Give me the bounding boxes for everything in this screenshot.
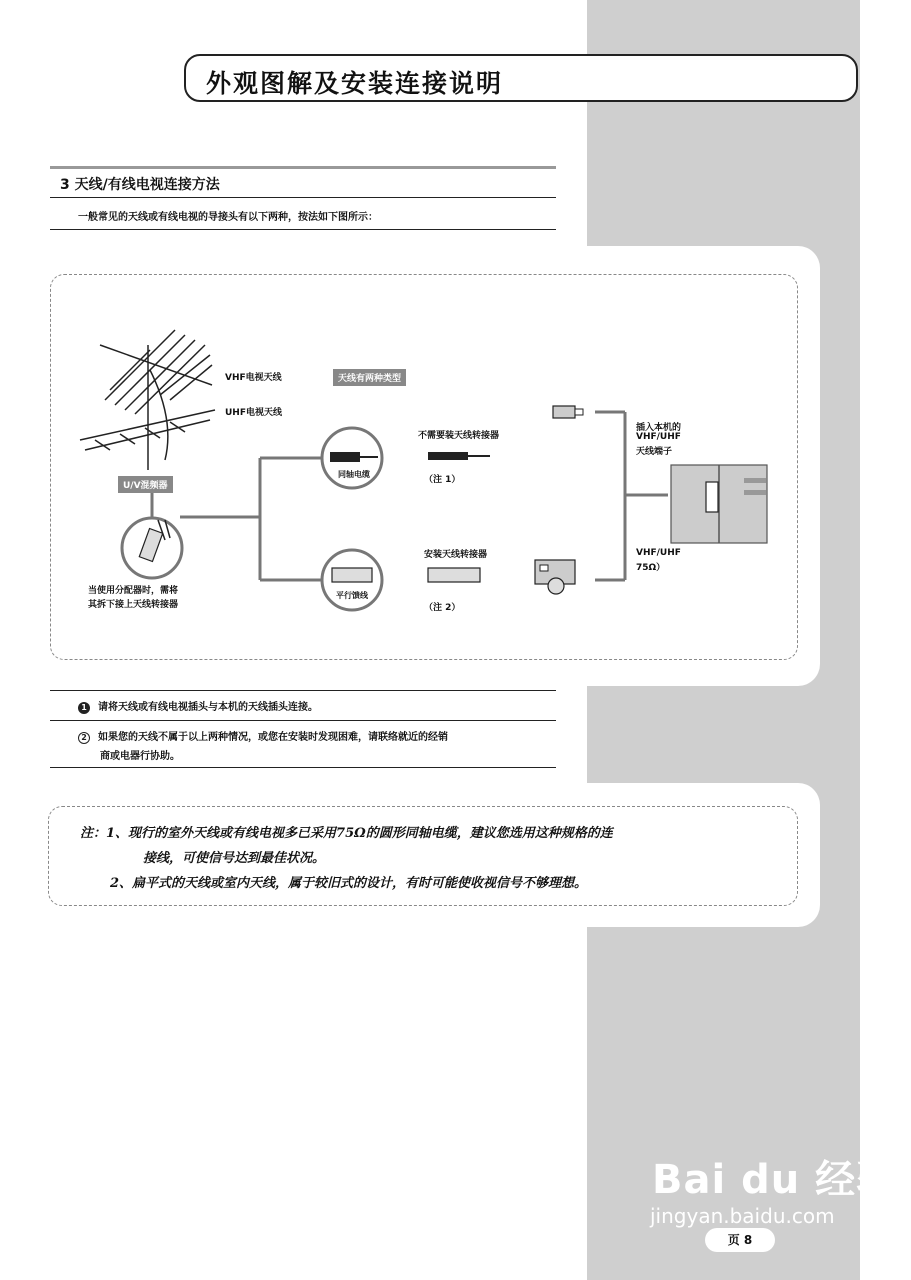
remark-line2: 接线，可使信号达到最佳状况。 (143, 851, 326, 866)
insert-label-line1: 插入本机的 (636, 423, 682, 433)
note-item-2-text-line1: 如果您的天线不属于以上两种情况，或您在安装时发现困难，请联络就近的经销 (98, 732, 448, 743)
mixer-detail-icon (122, 518, 182, 578)
watermark-logo: Bai du 经验 (652, 1157, 898, 1203)
flat-cable-label: 平行馈线 (336, 591, 368, 600)
number-1-icon: 1 (78, 702, 90, 714)
uv-mixer-tag: U/V混频器 (118, 476, 173, 493)
mixer-note-line1: 当使用分配器时，需将 (88, 586, 179, 596)
note-item-1-text: 请将天线或有线电视插头与本机的天线插头连接。 (98, 702, 318, 713)
section-title: 3 天线/有线电视连接方法 (60, 177, 220, 193)
flat-cable-icon (322, 550, 382, 610)
vhf-uhf-label: VHF/UHF (636, 548, 681, 558)
baidu-watermark (650, 1148, 898, 1228)
note-item-2 (78, 728, 448, 744)
coax-cable-label: 同轴电缆 (338, 470, 370, 479)
vhf-antenna-label: VHF电视天线 (225, 373, 282, 383)
antenna-types-tag: 天线有两种类型 (333, 369, 406, 386)
antenna-adapter-icon (535, 560, 575, 594)
section-intro: 一般常见的天线或有线电视的导接头有以下两种，按法如下图所示： (78, 212, 378, 223)
mixer-note-line2: 其拆下接上天线转接器 (88, 600, 179, 610)
install-adapter-label: 安装天线转接器 (424, 550, 488, 560)
note-item-2-cont: 商或电器行协助。 (100, 751, 180, 762)
insert-label-line2: VHF/UHF (636, 432, 681, 442)
watermark-url: jingyan.baidu.com (650, 1204, 835, 1228)
remark-line3: 2、扁平式的天线或室内天线，属于较旧式的设计，有时可能使收视信号不够理想。 (110, 876, 588, 891)
uhf-antenna-label: UHF电视天线 (225, 408, 282, 418)
notes-rule (50, 720, 556, 721)
ohm-label: 75Ω） (636, 563, 666, 573)
no-adapter-label: 不需要装天线转接器 (418, 431, 500, 441)
number-2-icon: 2 (78, 732, 90, 744)
flat-cable-segment-icon (428, 568, 480, 582)
notes-rule (50, 690, 556, 691)
note-item-1 (78, 698, 318, 714)
note1-label: （注 1） (424, 475, 461, 485)
page-title: 外观图解及安装连接说明 (206, 69, 504, 98)
notes-rule (50, 767, 556, 768)
coax-plug-icon (428, 452, 490, 460)
note2-label: （注 2） (424, 603, 461, 613)
page-number: 页 8 (705, 1228, 775, 1252)
antenna-connector-icon (553, 406, 583, 418)
insert-label-line3: 天线端子 (636, 447, 673, 457)
remark-line1: 注：1、现行的室外天线或有线电视多已采用75Ω的圆形同轴电缆，建议您选用这种规格的连 (80, 826, 613, 841)
tv-antenna-terminal-icon (671, 465, 767, 543)
antenna-icon (80, 330, 215, 470)
